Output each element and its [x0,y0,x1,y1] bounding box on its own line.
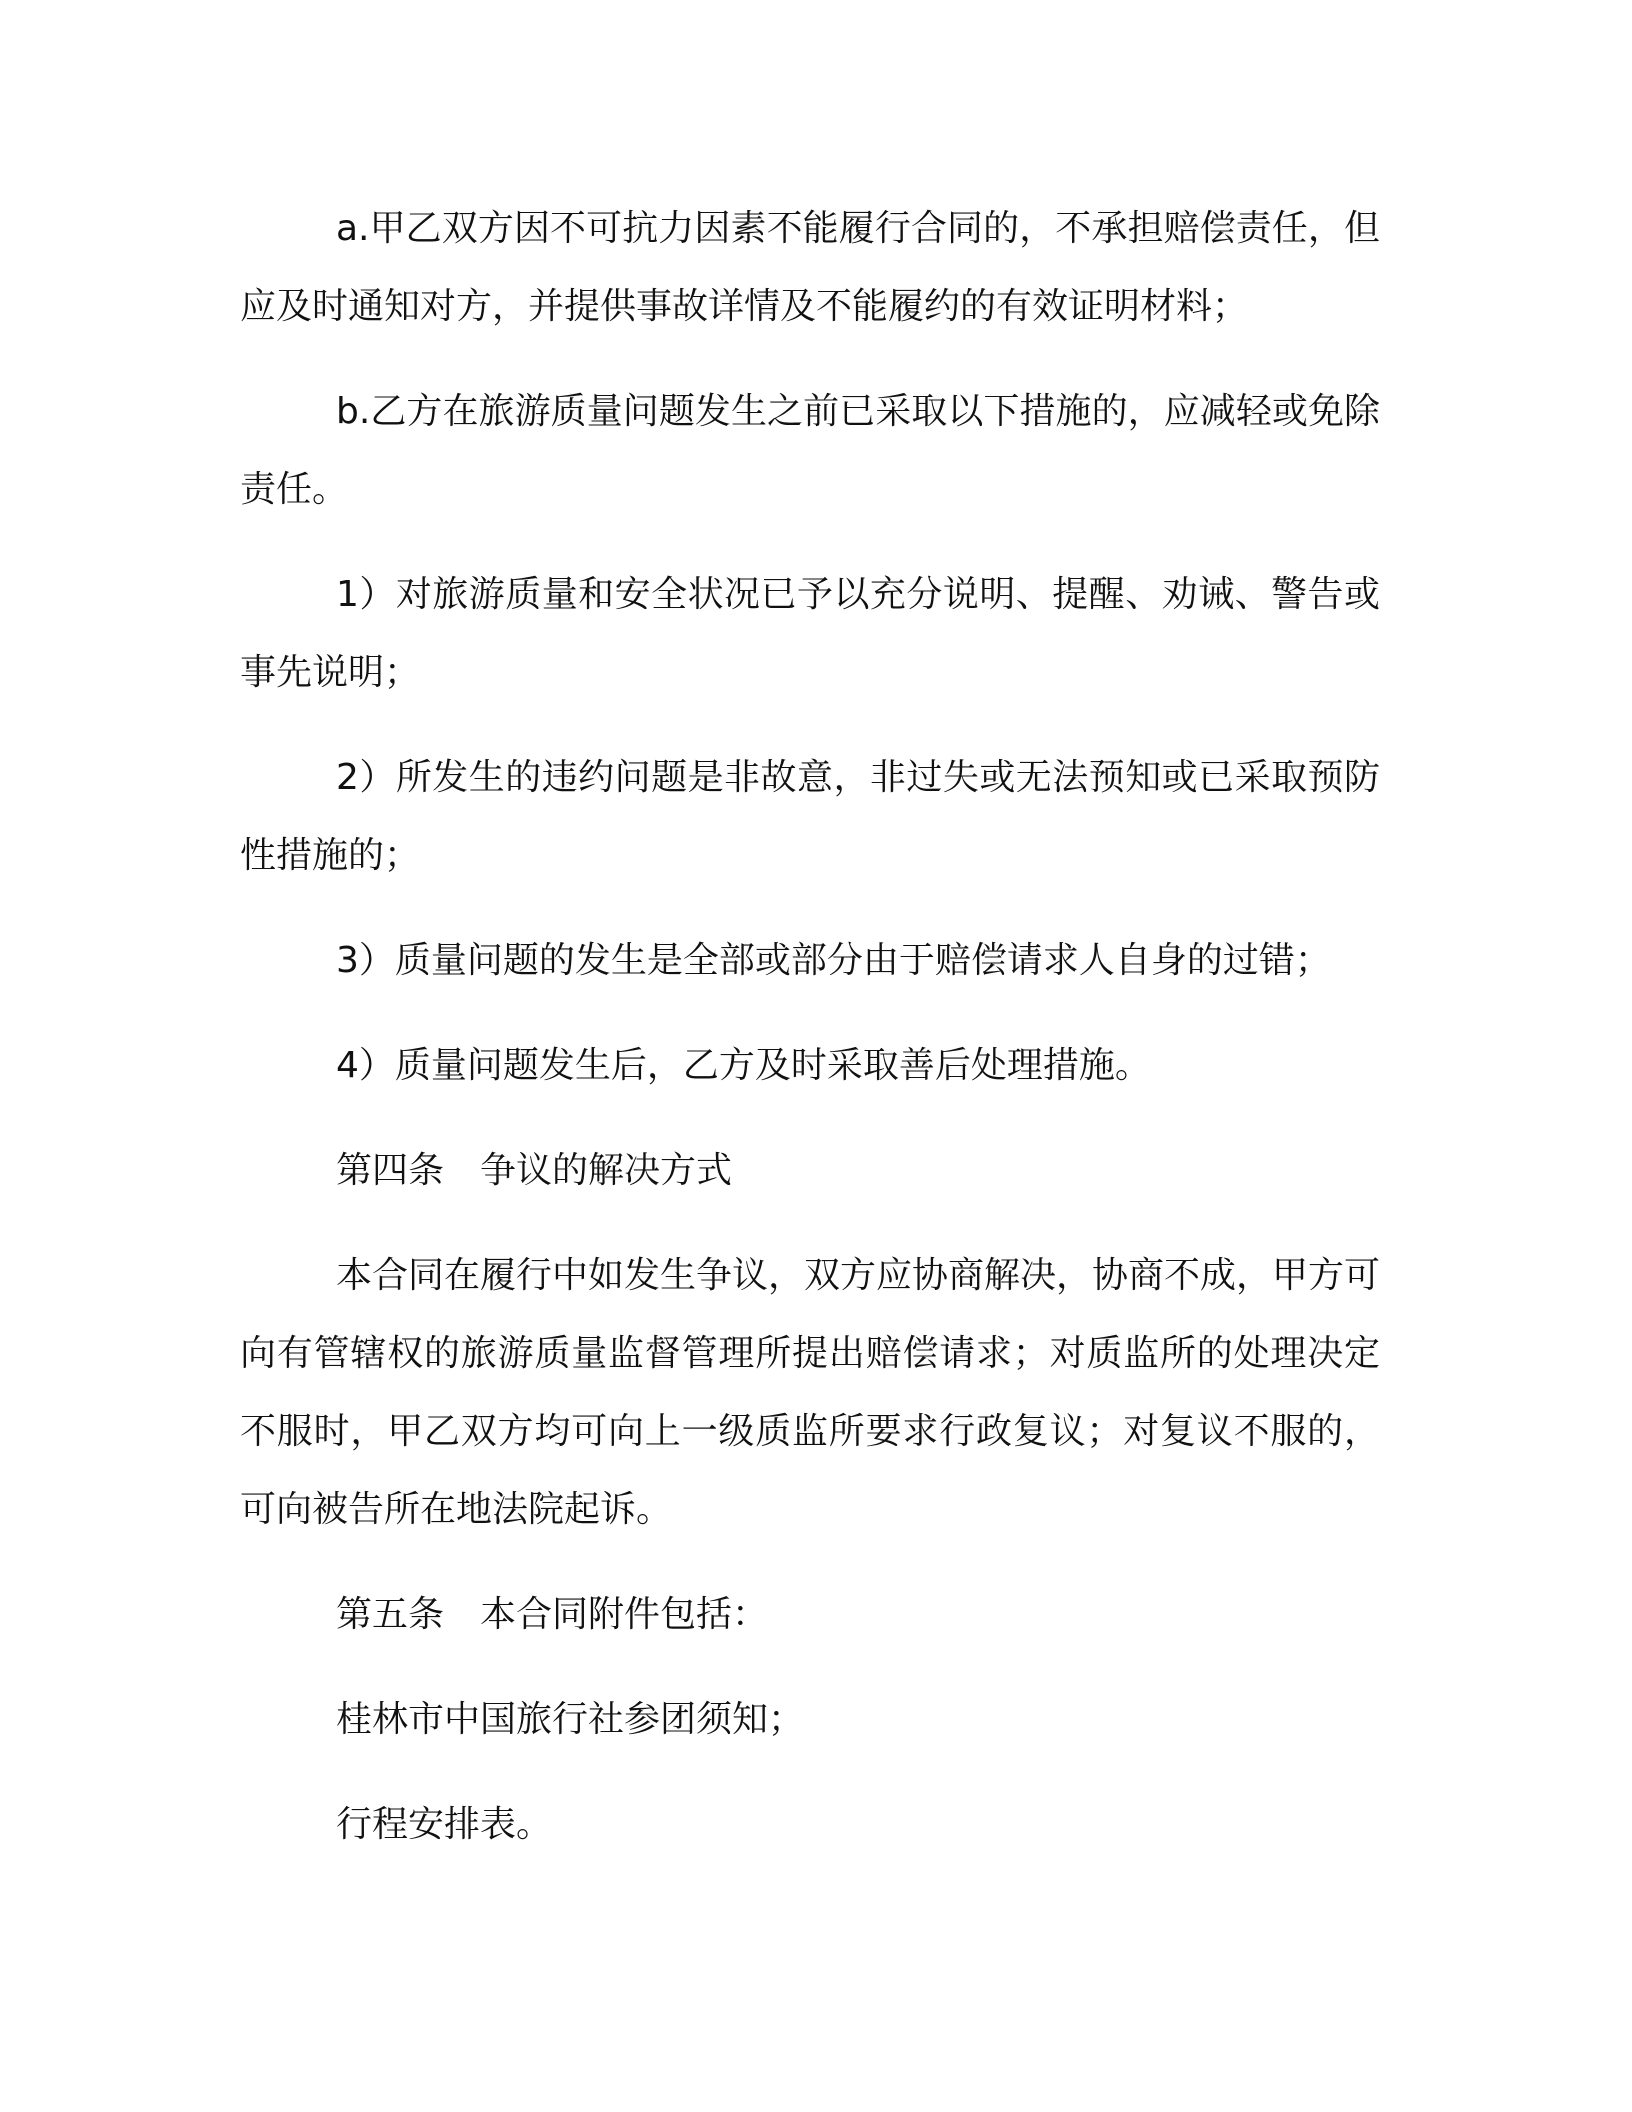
article-4-heading: 第四条 争议的解决方式 [336,1150,733,1191]
measure-item-4: 4）质量问题发生后，乙方及时采取善后处理措施。 [336,1045,1151,1086]
attachment-item-2: 行程安排表。 [336,1804,553,1845]
document-page [240,190,1380,1891]
measure-item-2: 2）所发生的违约问题是非故意，非过失或无法预知或已采取预防性措施的； [240,757,1380,876]
measure-item-3: 3）质量问题的发生是全部或部分由于赔偿请求人自身的过错； [336,940,1331,981]
clause-a-force-majeure: a.甲乙双方因不可抗力因素不能履行合同的，不承担赔偿责任，但应及时通知对方，并提供事故详情及不能履约的有效证明材料； [240,208,1380,327]
attachment-item-1: 桂林市中国旅行社参团须知； [336,1699,805,1740]
dispute-resolution-text: 本合同在履行中如发生争议，双方应协商解决，协商不成，甲方可向有管辖权的旅游质量监督管理所提出赔偿请求；对质监所的处理决定不服时，甲乙双方均可向上一级质监所要求行政复议；对复议不服的，可向被告所在地法院起诉。 [240,1255,1381,1530]
measure-item-1: 1）对旅游质量和安全状况已予以充分说明、提醒、劝诫、警告或事先说明； [240,574,1380,693]
clause-b-liability-reduction: b.乙方在旅游质量问题发生之前已采取以下措施的，应减轻或免除责任。 [240,391,1380,510]
article-5-heading: 第五条 本合同附件包括： [336,1594,769,1635]
